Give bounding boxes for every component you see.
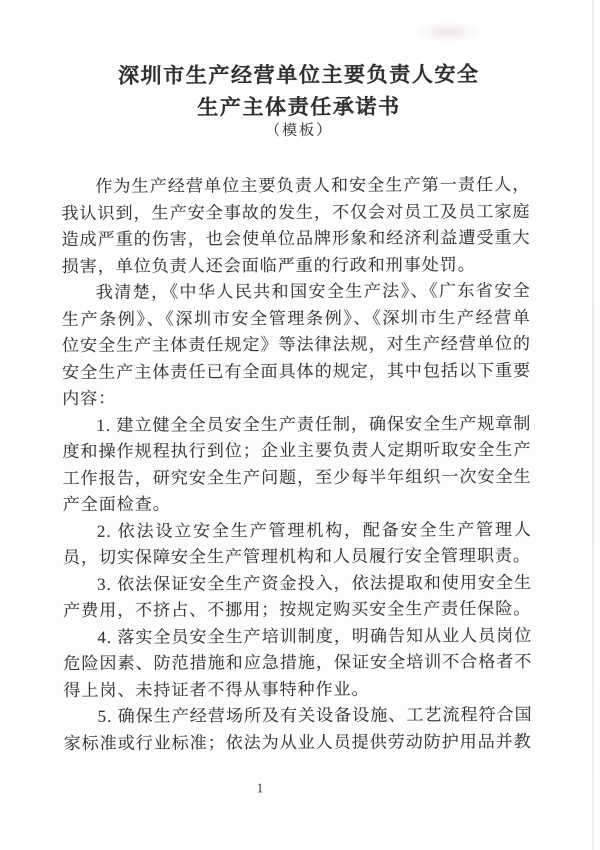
page-number: 1	[256, 780, 264, 796]
paragraph-item-5: 5. 确保生产经营场所及有关设备设施、工艺流程符合国家标准或行业标准；依法为从业人员提供劳动防护用品并教	[63, 704, 533, 753]
paragraph-item-3: 3. 依法保证安全生产资金投入，依法提取和使用安全生产费用，不挤占、不挪用；按规定购买安全生产责任保险。	[63, 572, 533, 621]
paragraph-intro: 作为生产经营单位主要负责人和安全生产第一责任人，我认识到，生产安全事故的发生，不仅会对员工及员工家庭造成严重的伤害，也会使单位品牌形象和经济利益遭受重大损害，单位负责人还会面临严重的行政和刑事处罚。	[61, 174, 531, 276]
paragraph-item-1: 1. 建立健全全员安全生产责任制，确保安全生产规章制度和操作规程执行到位；企业主要负责人定期听取安全生产工作报告，研究安全生产问题，至少每半年组织一次安全生产全面检查。	[62, 413, 532, 515]
document-body	[61, 172, 533, 757]
title-line-1: 深圳市生产经营单位主要负责人安全	[117, 63, 480, 88]
paragraph-item-2: 2. 依法设立安全生产管理机构，配备安全生产管理人员，切实保障安全生产管理机构和人员履行安全管理职责。	[62, 519, 532, 568]
document-title	[0, 59, 599, 126]
subtitle-template-label: （模板）	[265, 122, 334, 140]
paragraph-laws: 我清楚，《中华人民共和国安全生产法》、《广东省安全生产条例》、《深圳市安全管理条例》、《深圳市生产经营单位安全生产主体责任规定》等法律法规，对生产经营单位的安全生产主体责任已有全面具体的规定，其中包括以下重要内容：	[61, 280, 532, 409]
paragraph-item-4: 4. 落实全员安全生产培训制度，明确告知从业人员岗位危险因素、防范措施和应急措施，保证安全培训不合格者不得上岗、未持证者不得从事特种作业。	[63, 625, 533, 700]
title-line-2: 生产主体责任承诺书	[197, 95, 401, 120]
